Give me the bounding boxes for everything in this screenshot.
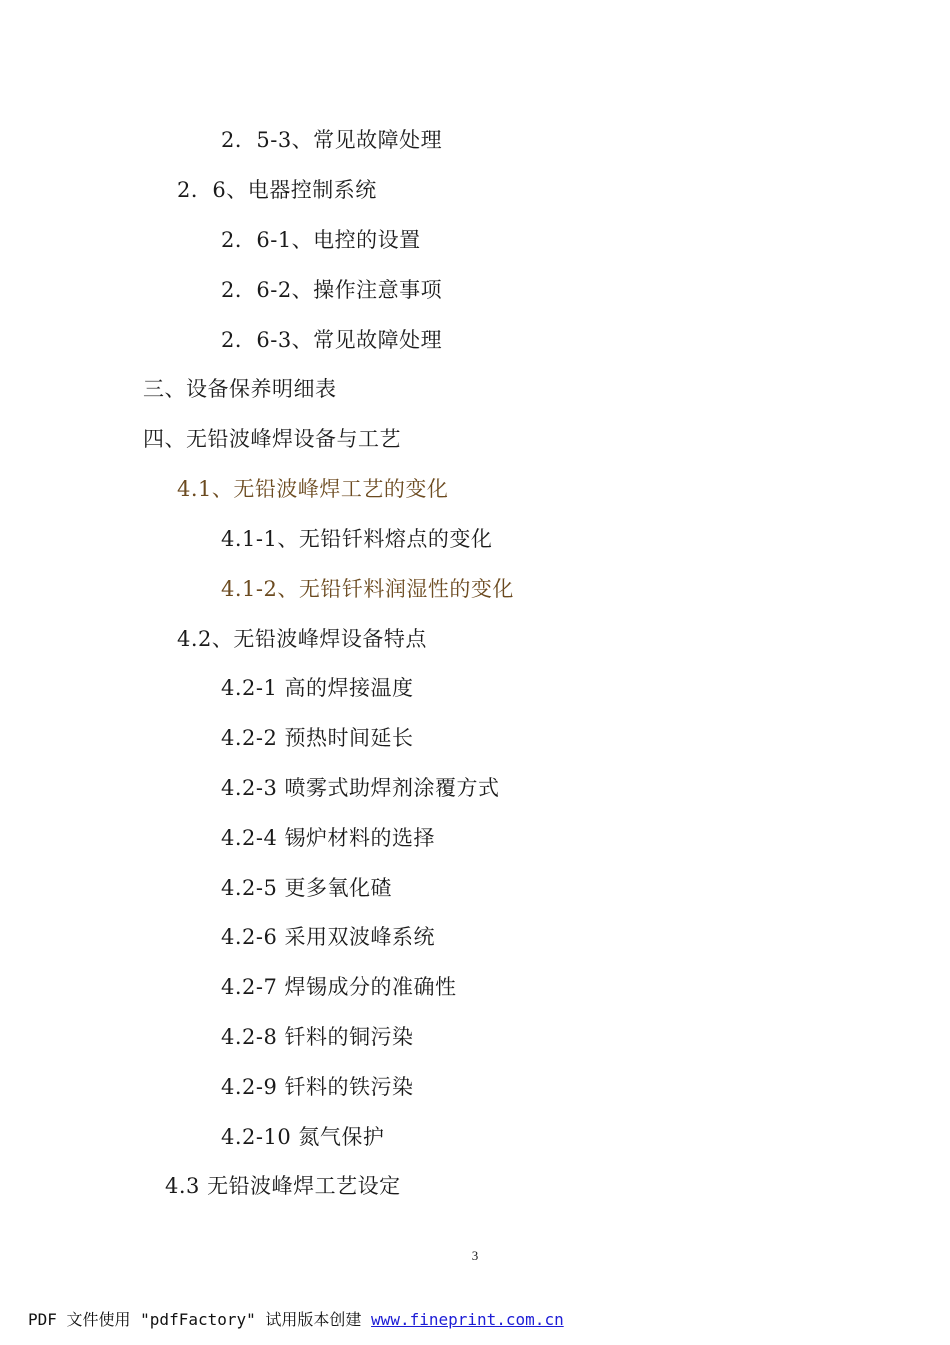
toc-entry-4-2-7: 4.2-7 焊锡成分的准确性: [221, 975, 457, 999]
toc-entry-4-2-5: 4.2-5 更多氧化碴: [221, 876, 393, 900]
toc-entry-4-1-2: 4.1-2、无铅钎料润湿性的变化: [221, 577, 514, 601]
toc-entry-2-6: 2．6、电器控制系统: [177, 178, 377, 202]
toc-entry-2-6-1: 2．6-1、电控的设置: [221, 228, 421, 252]
toc-entry-section-4: 四、无铅波峰焊设备与工艺: [143, 427, 401, 451]
toc-entry-4-2-6: 4.2-6 采用双波峰系统: [221, 925, 436, 949]
toc-entry-4-2-8: 4.2-8 钎料的铜污染: [221, 1025, 414, 1049]
toc-entry-4-3: 4.3 无铅波峰焊工艺设定: [165, 1174, 401, 1198]
toc-entry-2-6-2: 2．6-2、操作注意事项: [221, 278, 443, 302]
toc-entry-4-2-1: 4.2-1 高的焊接温度: [221, 676, 414, 700]
footer-link[interactable]: www.fineprint.com.cn: [371, 1310, 564, 1329]
toc-entry-4-2-2: 4.2-2 预热时间延长: [221, 726, 414, 750]
toc-entry-4-1: 4.1、无铅波峰焊工艺的变化: [177, 477, 449, 501]
toc-entry-4-2-9: 4.2-9 钎料的铁污染: [221, 1075, 414, 1099]
toc-entry-4-2-4: 4.2-4 锡炉材料的选择: [221, 826, 436, 850]
footer-text: PDF 文件使用 "pdfFactory" 试用版本创建: [28, 1310, 362, 1329]
toc-entry-section-3: 三、设备保养明细表: [143, 377, 337, 401]
page-number: 3: [471, 1248, 479, 1263]
toc-entry-2-5-3: 2．5-3、常见故障处理: [221, 128, 443, 152]
toc-entry-4-2-3: 4.2-3 喷雾式助焊剂涂覆方式: [221, 776, 500, 800]
toc-entry-4-2: 4.2、无铅波峰焊设备特点: [177, 627, 427, 651]
toc-entry-4-1-1: 4.1-1、无铅钎料熔点的变化: [221, 527, 493, 551]
pdf-footer: [28, 1307, 564, 1330]
toc-entry-2-6-3: 2．6-3、常见故障处理: [221, 328, 443, 352]
toc-entry-4-2-10: 4.2-10 氮气保护: [221, 1125, 385, 1149]
